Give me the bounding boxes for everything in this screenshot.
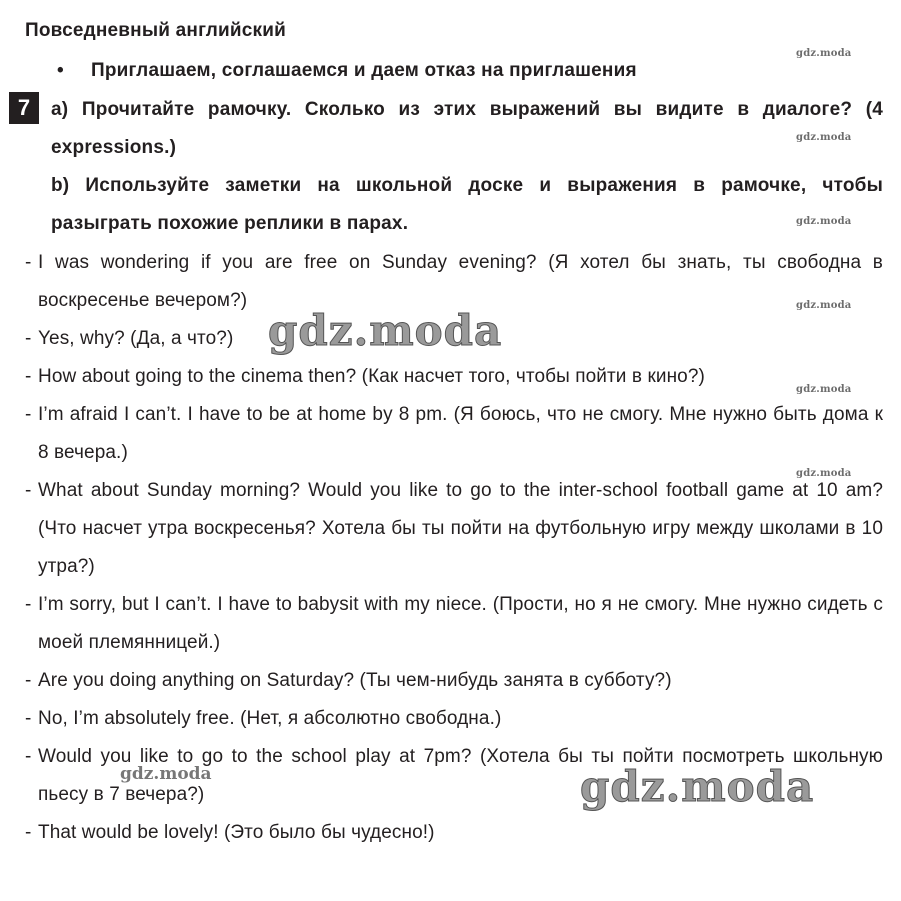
dialogue-line (25, 586, 883, 662)
dialogue-line (25, 662, 883, 700)
watermark-large: gdz.moda (268, 306, 503, 355)
watermark-small: gdz.moda (796, 48, 852, 59)
dialogue-dash: - (25, 670, 32, 691)
watermark-small: gdz.moda (796, 300, 852, 311)
task-a: a) Прочитайте рамочку. Сколько из этих выражений вы видите в диалоге? (4 expressions.) (51, 99, 883, 158)
dialogue-line (25, 700, 883, 738)
dialogue-dash: - (25, 252, 32, 273)
watermark-medium: gdz.moda (120, 764, 212, 784)
dialogue-line (25, 472, 883, 586)
dialogue-line (25, 358, 883, 396)
dialogue-dash: - (25, 594, 32, 615)
dialogue-text: How about going to the cinema then? (Как насчет того, чтобы пойти в кино?) (38, 366, 705, 387)
bullet-heading (57, 60, 637, 82)
dialogue-text: No, I’m absolutely free. (Нет, я абсолютно свободна.) (38, 708, 502, 729)
bullet-icon: • (57, 60, 64, 81)
dialogue-dash: - (25, 404, 32, 425)
section-title: Повседневный английский (25, 20, 286, 41)
dialogue-line (25, 396, 883, 472)
watermark-large: gdz.moda (580, 762, 815, 811)
dialogue-dash: - (25, 480, 32, 501)
dialogue-text: I was wondering if you are free on Sunday evening? (Я хотел бы знать, ты свободна в воскресенье вечером?) (38, 252, 883, 311)
bullet-text: Приглашаем, соглашаемся и даем отказ на приглашения (91, 60, 637, 81)
dialogue-text: Are you doing anything on Saturday? (Ты чем-нибудь занята в субботу?) (38, 670, 672, 691)
watermark-small: gdz.moda (796, 216, 852, 227)
dialogue-text: I’m sorry, but I can’t. I have to babysit with my niece. (Прости, но я не смогу. Мне нужно сидеть с моей племянницей.) (38, 594, 883, 653)
dialogue-dash: - (25, 366, 32, 387)
watermark-small: gdz.moda (796, 384, 852, 395)
exercise-number-badge: 7 (9, 92, 39, 124)
dialogue-text: I’m afraid I can’t. I have to be at home by 8 pm. (Я боюсь, что не смогу. Мне нужно быть дома к 8 вечера.) (38, 404, 883, 463)
watermark-small: gdz.moda (796, 132, 852, 143)
dialogue-line (25, 814, 883, 852)
dialogue-text: Yes, why? (Да, а что?) (38, 328, 234, 349)
watermark-small: gdz.moda (796, 468, 852, 479)
dialogue-text: That would be lovely! (Это было бы чудесно!) (38, 822, 435, 843)
dialogue-dash: - (25, 708, 32, 729)
dialogue-dash: - (25, 822, 32, 843)
dialogue-text: Would you like to go to the school play at 7pm? (Хотела бы ты пойти посмотреть школьную пьесу в 7 вечера?) (38, 746, 883, 805)
task-b: b) Используйте заметки на школьной доске и выражения в рамочке, чтобы разыграть похожие реплики в парах. (51, 175, 883, 234)
dialogue-dash: - (25, 746, 32, 767)
dialogue-text: What about Sunday morning? Would you like to go to the inter-school football game at 10 am? (Что насчет утра воскресенья? Хотела бы ты пойти на футбольную игру между школами в 10 утра?) (38, 480, 883, 577)
dialogue-dash: - (25, 328, 32, 349)
